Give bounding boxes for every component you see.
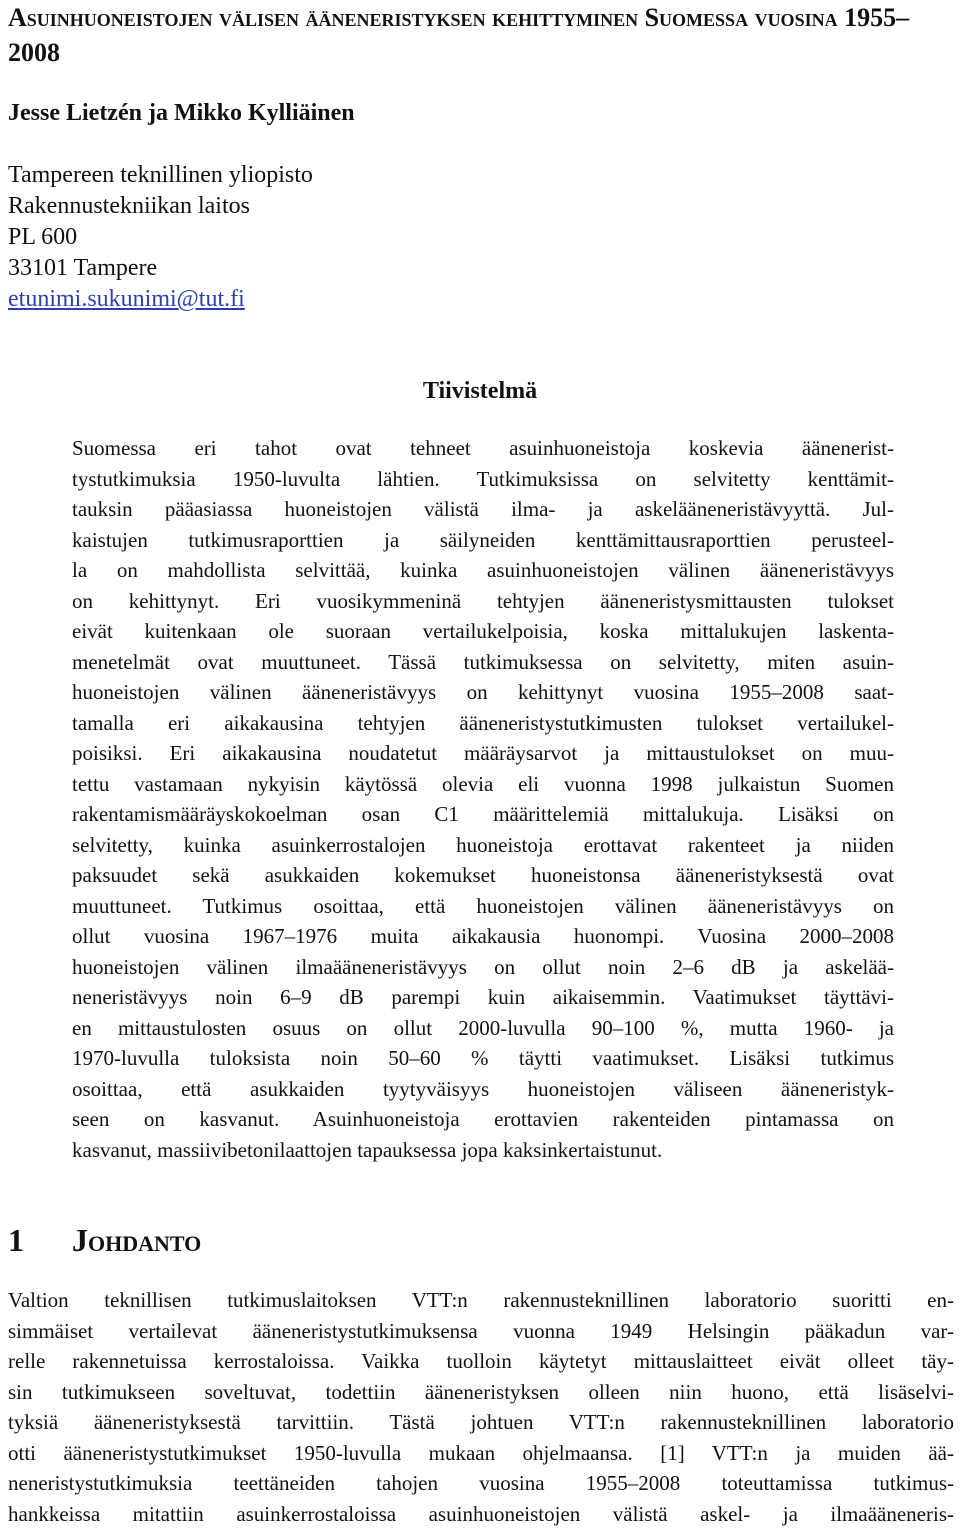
abstract-line: paksuudet sekä asukkaiden kokemukset huoneistonsa ääneneristyksestä ovat (72, 863, 894, 887)
body-line: otti ääneneristystutkimukset 1950-luvulla mukaan ohjelmaansa. [1] VTT:n ja muiden ää- (8, 1440, 954, 1465)
section-number: 1 (8, 1222, 24, 1258)
abstract-line: Suomessa eri tahot ovat tehneet asuinhuoneistoja koskevia äänenerist- (72, 436, 894, 460)
paper-title: Asuinhuoneistojen välisen ääneneristyksen kehittyminen Suomessa vuosina 1955–2008 (8, 3, 910, 67)
abstract-line: kasvanut, massiivibetonilaattojen tapauksessa jopa kaksinkertaistunut. (72, 1137, 663, 1162)
affiliation-city: 33101 Tampere (8, 255, 158, 281)
abstract-line: tauksin pääasiassa huoneistojen välistä ilma- ja askelääneneristävyyttä. Jul- (72, 497, 894, 521)
abstract-line: poisiksi. Eri aikakausina noudatetut määräysarvot ja mittaustulokset on muu- (72, 741, 894, 765)
abstract-line: neneristävyys noin 6–9 dB parempi kuin aikaisemmin. Vaatimukset täyttävi- (72, 985, 894, 1009)
abstract-line: en mittaustulosten osuus on ollut 2000-luvulla 90–100 %, mutta 1960- ja (72, 1015, 894, 1040)
affiliation-block (8, 160, 313, 315)
body-line: sin tutkimukseen soveltuvat, todettiin ääneneristyksen olleen niin huono, että lisäselvi- (8, 1379, 954, 1404)
abstract-line: tettu vastamaan nykyisin käytössä olevia eli vuonna 1998 julkaistun Suomen (72, 771, 894, 796)
body-line: relle rakennetuissa kerrostaloissa. Vaikka tuolloin käytetyt mittauslaitteet eivät olleet täy- (8, 1349, 954, 1373)
abstract-line: on kehittynyt. Eri vuosikymmeninä tehtyjen ääneneristysmittausten tulokset (72, 588, 894, 613)
abstract-line: seen on kasvanut. Asuinhuoneistoja erottavien rakenteiden pintamassa on (72, 1107, 894, 1131)
abstract-line: la on mahdollista selvittää, kuinka asuinhuoneistojen välinen ääneneristävyys (72, 558, 894, 582)
abstract-line: kaistujen tutkimusraporttien ja säilyneiden kenttämittausraporttien perusteel- (72, 527, 894, 552)
abstract-line: huoneistojen välinen ääneneristävyys on kehittynyt vuosina 1955–2008 saat- (72, 680, 894, 704)
abstract-line: tystutkimuksia 1950-luvulta lähtien. Tutkimuksissa on selvitetty kenttämit- (72, 466, 894, 491)
abstract-line: tamalla eri aikakausina tehtyjen ääneneristystutkimusten tulokset vertailukel- (72, 710, 894, 735)
body-line: simmäiset vertailevat ääneneristystutkimuksensa vuonna 1949 Helsingin pääkadun var- (8, 1318, 954, 1343)
abstract-line: eivät kuitenkaan ole suoraan vertailukelpoisia, koska mittalukujen laskenta- (72, 619, 894, 643)
abstract-line: huoneistojen välinen ilmaääneneristävyys on ollut noin 2–6 dB ja askelää- (72, 954, 894, 979)
body-paragraph (8, 1285, 954, 1529)
affiliation-department: Rakennustekniikan laitos (8, 193, 250, 219)
abstract-line: selvitetty, kuinka asuinkerrostalojen huoneistoja erottavat rakenteet ja niiden (72, 832, 894, 857)
section-title: Johdanto (72, 1222, 202, 1258)
abstract-body (72, 433, 894, 1165)
body-line: neneristystutkimuksia teettäneiden tahojen vuosina 1955–2008 toteuttamissa tutkimus- (8, 1471, 954, 1495)
author-email-link[interactable]: etunimi.sukunimi@tut.fi (8, 286, 245, 312)
abstract-line: 1970-luvulla tuloksista noin 50–60 % täytti vaatimukset. Lisäksi tutkimus (72, 1046, 894, 1070)
abstract-line: rakentamismääräyskokoelman osan C1 määrittelemiä mittalukuja. Lisäksi on (72, 802, 894, 826)
abstract-line: ollut vuosina 1967–1976 muita aikakausia huonompi. Vuosina 2000–2008 (72, 924, 894, 948)
abstract-line: osoittaa, että asukkaiden tyytyväisyys huoneistojen väliseen ääneneristyk- (72, 1076, 894, 1101)
body-line: tyksiä ääneneristyksestä tarvittiin. Tästä johtuen VTT:n rakennusteknillinen laboratorio (8, 1410, 954, 1434)
abstract-heading: Tiivistelmä (422, 378, 538, 404)
abstract-line: muuttuneet. Tutkimus osoittaa, että huoneistojen välinen ääneneristävyys on (72, 893, 894, 918)
affiliation-po-box: PL 600 (8, 224, 78, 250)
author-list: Jesse Lietzén ja Mikko Kylliäinen (8, 100, 355, 126)
affiliation-university: Tampereen teknillinen yliopisto (8, 162, 313, 188)
abstract-line: menetelmät ovat muuttuneet. Tässä tutkimuksessa on selvitetty, miten asuin- (72, 649, 894, 674)
body-line: Valtion teknillisen tutkimuslaitoksen VTT:n rakennusteknillinen laboratorio suoritti en- (8, 1288, 954, 1312)
body-line: hankkeissa mitattiin asuinkerrostaloissa asuinhuoneistojen välistä askel- ja ilmaääneneris- (8, 1501, 954, 1526)
section-heading (8, 1220, 201, 1260)
